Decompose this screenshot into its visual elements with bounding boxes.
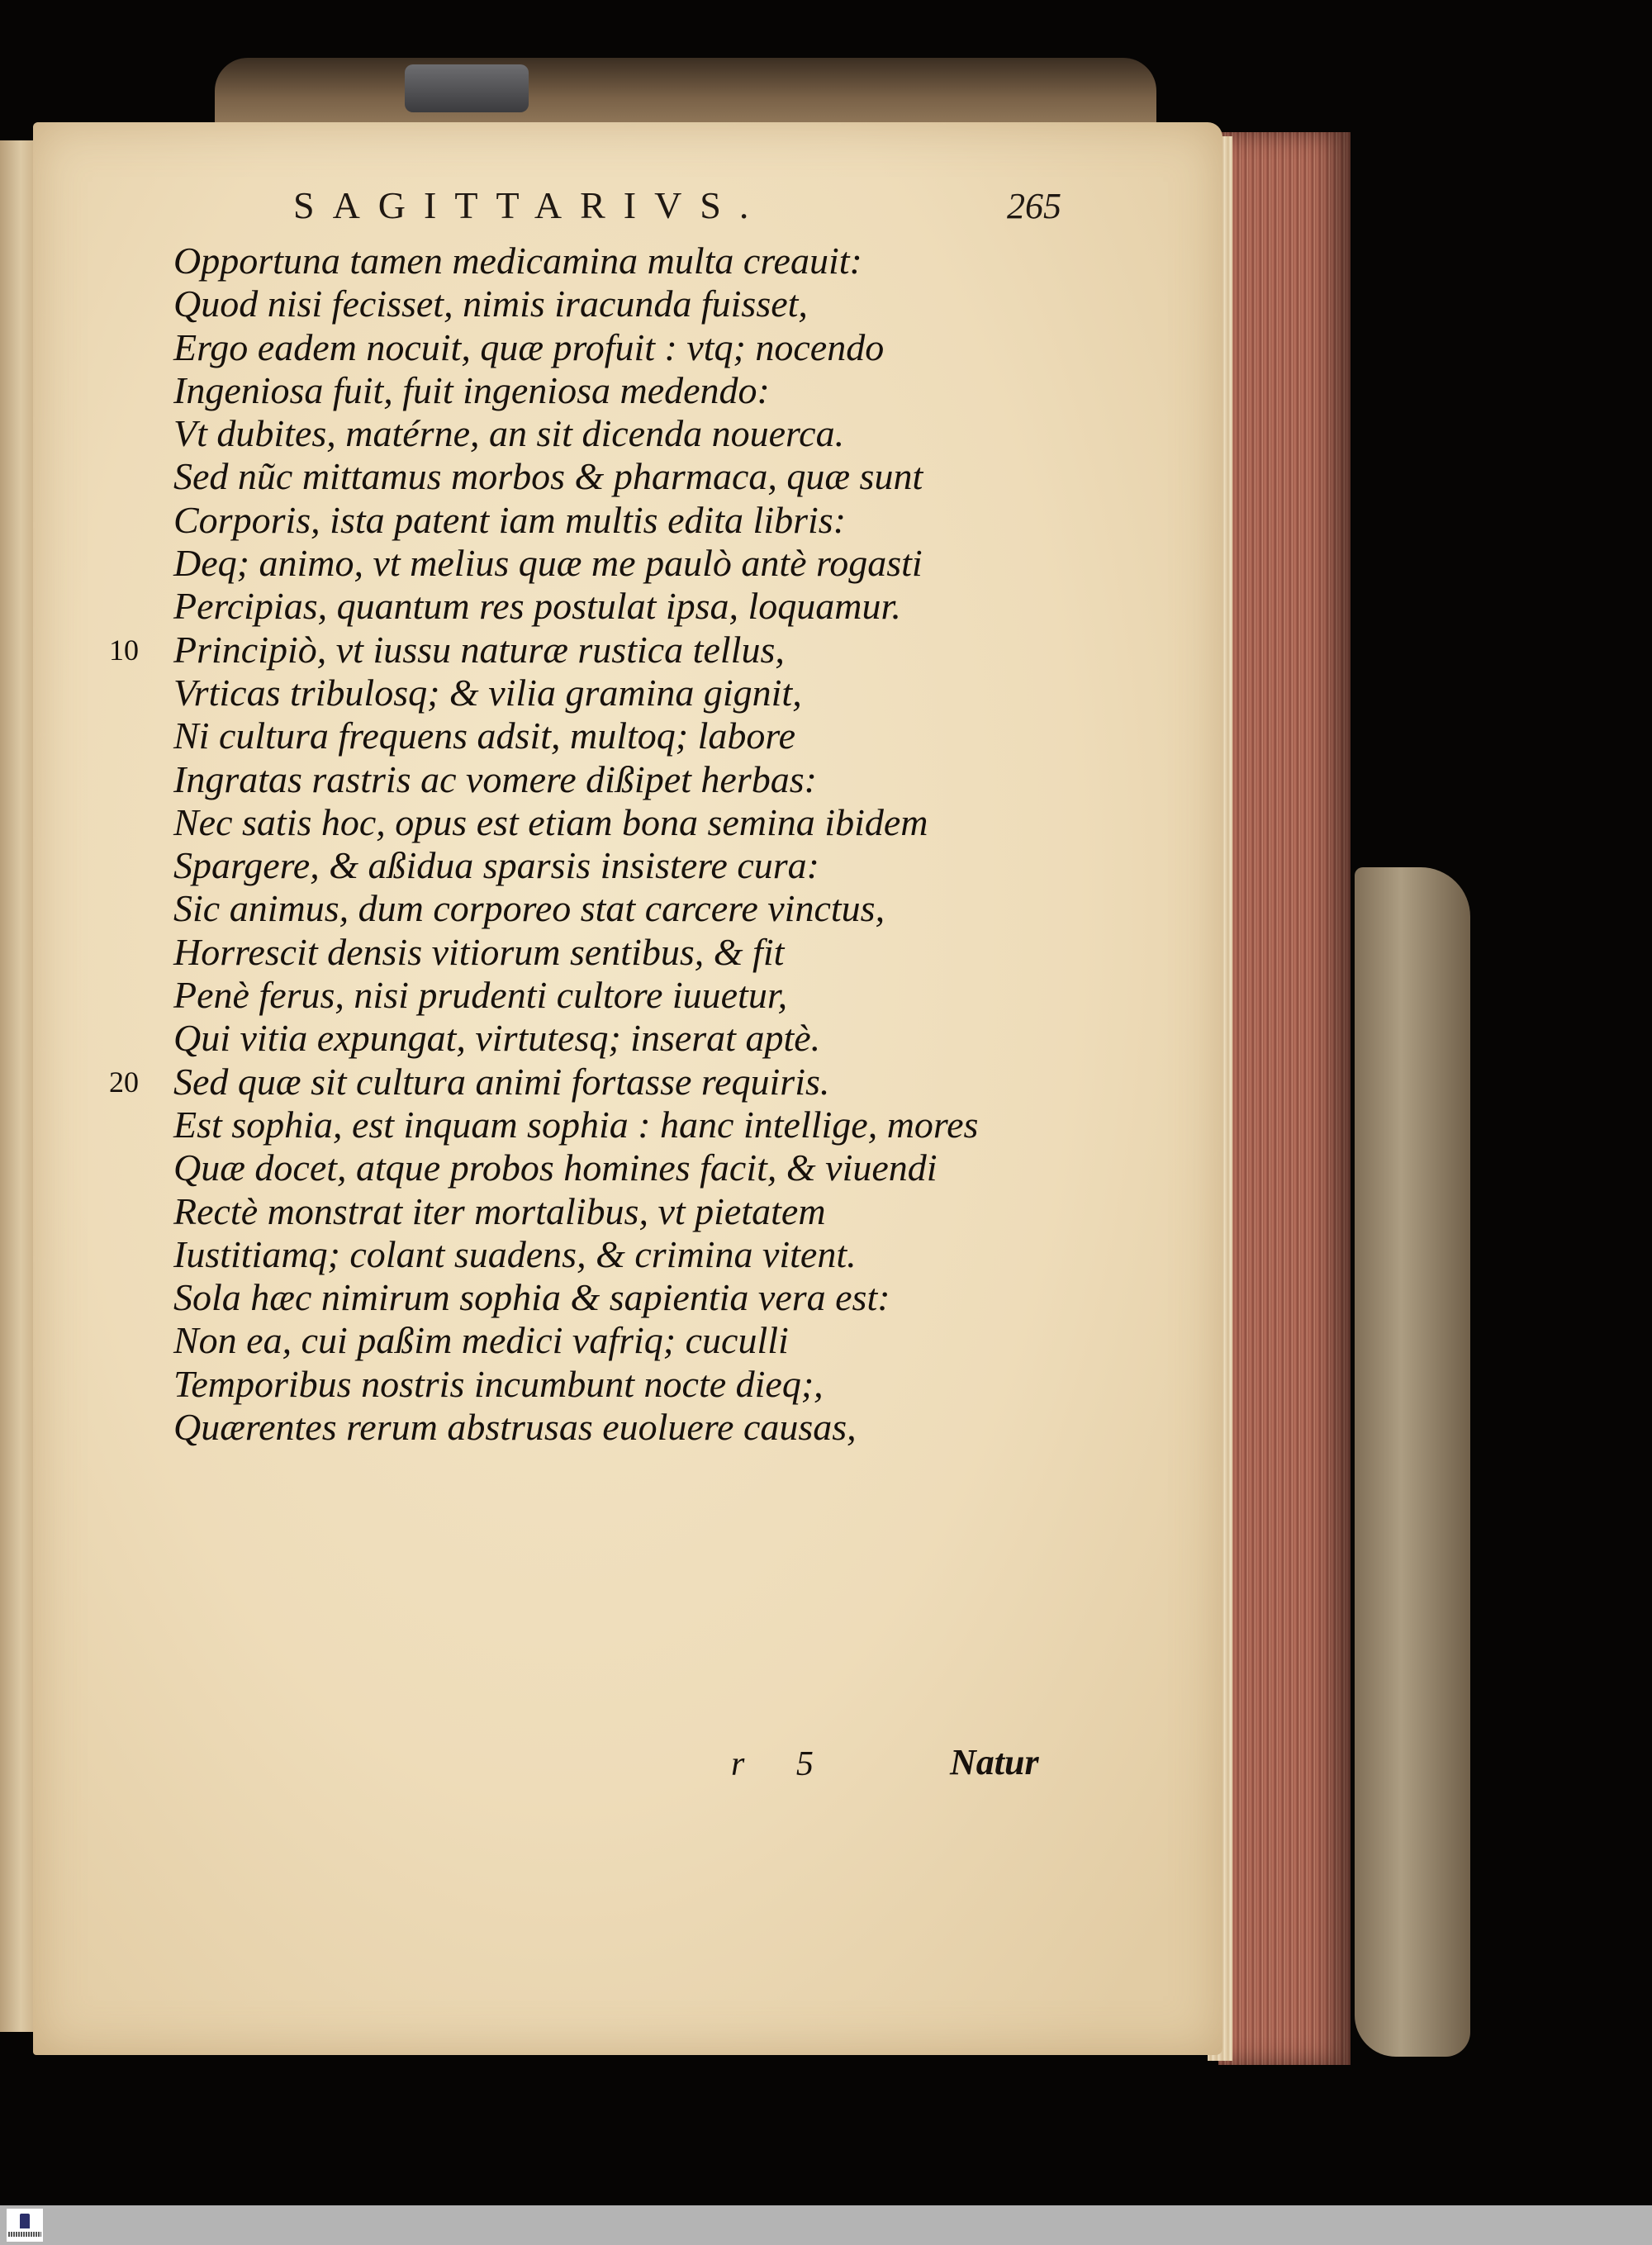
verse-line <box>173 714 1090 757</box>
line-number: 10 <box>109 633 139 667</box>
verse-line-text: Quod nisi fecisset, nimis iracunda fuisset, <box>173 282 808 325</box>
verse-line <box>173 801 1090 844</box>
verse-line <box>173 1233 1090 1276</box>
verse-line-text: Opportuna tamen medicamina multa creauit: <box>173 240 862 282</box>
torn-cover-flap <box>1355 867 1470 2057</box>
verse-line-text: Quærentes rerum abstrusas euoluere causas, <box>173 1406 857 1449</box>
page-edges <box>1218 132 1351 2065</box>
verse-line-text: Penè ferus, nisi prudenti cultore iuuetur, <box>173 974 788 1017</box>
verse-line <box>173 672 1090 714</box>
verse-line <box>173 542 1090 585</box>
verse-line-text: Est sophia, est inquam sophia : hanc intellige, mores <box>173 1103 979 1146</box>
verse-line <box>173 1104 1090 1146</box>
verse-line <box>173 1017 1090 1060</box>
verse-line <box>173 1276 1090 1319</box>
verse-line-text: Percipias, quantum res postulat ipsa, loquamur. <box>173 585 901 628</box>
verse-line-text: Temporibus nostris incumbunt nocte dieq;, <box>173 1362 824 1405</box>
verse-line <box>173 585 1090 628</box>
verse-line <box>173 455 1090 498</box>
verse-line <box>173 974 1090 1017</box>
verse-line <box>173 887 1090 930</box>
verse-line-text: Sed nũc mittamus morbos & pharmaca, quæ sunt <box>173 455 923 498</box>
line-number: 20 <box>109 1065 139 1099</box>
verse-line-text: Deq; animo, vt melius quæ me paulò antè rogasti <box>173 542 923 585</box>
verse-line <box>173 326 1090 369</box>
verse-line-text: Sic animus, dum corporeo stat carcere vinctus, <box>173 887 885 930</box>
verse-line-text: Principiò, vt iussu naturæ rustica tellus, <box>173 628 785 671</box>
verse-text <box>109 240 1090 1449</box>
signature-mark: r 5 <box>731 1745 835 1783</box>
verse-line-text: Iustitiamq; colant suadens, & crimina vitent. <box>173 1232 857 1275</box>
verse-line-text: Ingeniosa fuit, fuit ingeniosa medendo: <box>173 368 770 411</box>
library-logo-wordmark <box>8 2232 41 2237</box>
verse-line-text: Ingratas rastris ac vomere dißipet herbas: <box>173 757 817 800</box>
verse-line-text: Quæ docet, atque probos homines facit, & viuendi <box>173 1146 938 1189</box>
page-header <box>293 183 1061 241</box>
verse-line-text: Vt dubites, matérne, an sit dicenda nouerca. <box>173 412 845 455</box>
verse-line <box>109 628 1090 672</box>
verse-line-text: Qui vitia expungat, virtutesq; inserat aptè. <box>173 1017 821 1060</box>
verse-line-text: Nec satis hoc, opus est etiam bona semina ibidem <box>173 800 928 843</box>
running-head: SAGITTARIVS. <box>293 184 767 226</box>
verse-line-text: Horrescit densis vitiorum sentibus, & fit <box>173 930 785 973</box>
verse-line-text: Sed quæ sit cultura animi fortasse requiris. <box>173 1060 830 1103</box>
verse-line-text: Spargere, & aßidua sparsis insistere cura: <box>173 844 819 887</box>
verse-line <box>173 844 1090 887</box>
verse-line-text: Corporis, ista patent iam multis edita libris: <box>173 498 847 541</box>
catchword: Natur <box>950 1742 1039 1782</box>
verse-line-text: Ni cultura frequens adsit, multoq; labore <box>173 714 796 757</box>
verse-line-text: Vrticas tribulosq; & vilia gramina gignit, <box>173 671 802 714</box>
verse-line <box>173 931 1090 974</box>
verse-line <box>173 412 1090 455</box>
library-logo <box>7 2209 43 2242</box>
verse-line <box>173 282 1090 325</box>
verse-line <box>173 499 1090 542</box>
verse-line-text: Rectè monstrat iter mortalibus, vt pietatem <box>173 1189 826 1232</box>
verse-line <box>109 1060 1090 1104</box>
facing-page-edge <box>0 140 35 2032</box>
verse-line <box>173 1406 1090 1449</box>
verse-line <box>173 758 1090 801</box>
library-logo-icon <box>20 2214 30 2228</box>
verse-line <box>173 240 1090 282</box>
verse-line <box>173 1190 1090 1233</box>
verse-line <box>173 1319 1090 1362</box>
verse-line-text: Non ea, cui paßim medici vafriq; cuculli <box>173 1319 789 1362</box>
viewer-bottom-bar <box>0 2205 1652 2245</box>
verse-line <box>173 1363 1090 1406</box>
page-number: 265 <box>1007 186 1061 226</box>
verse-line <box>173 1146 1090 1189</box>
clasp-strap <box>405 64 529 112</box>
verse-line <box>173 369 1090 412</box>
verse-line-text: Sola hæc nimirum sophia & sapientia vera est: <box>173 1276 890 1319</box>
verse-line-text: Ergo eadem nocuit, quæ profuit : vtq; nocendo <box>173 325 885 368</box>
